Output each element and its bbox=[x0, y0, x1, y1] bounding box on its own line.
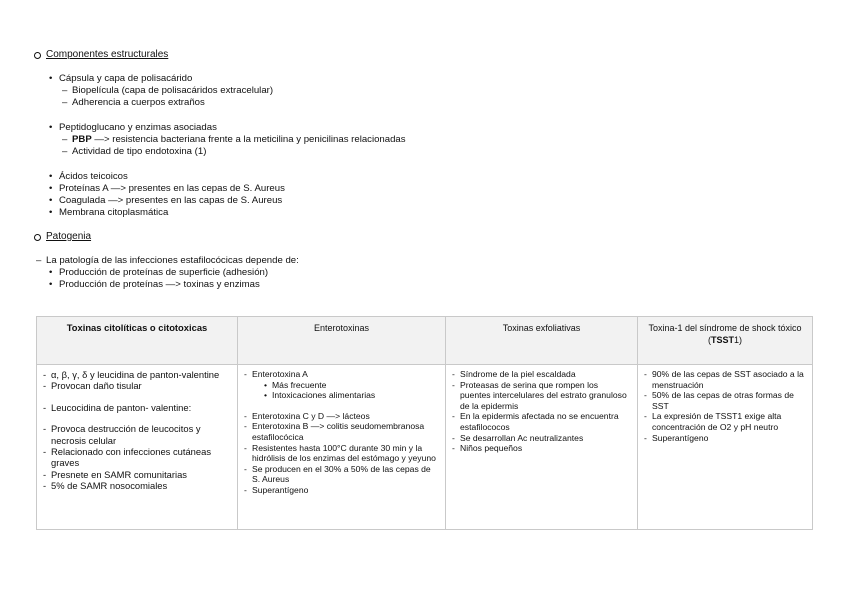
cell-list bbox=[452, 369, 631, 454]
circle-bullet-icon bbox=[34, 234, 41, 241]
list-item: - 5% de SAMR nosocomiales bbox=[43, 480, 231, 491]
table-cell-citoliticas bbox=[37, 365, 238, 530]
table-cell-enterotoxinas bbox=[238, 365, 446, 530]
list-item: • Ácidos teicoicos bbox=[59, 171, 128, 183]
list-item: - Enterotoxina C y D —> lácteos bbox=[244, 411, 439, 422]
bold-term: PBP bbox=[72, 134, 92, 145]
toxins-table bbox=[36, 316, 813, 530]
list-item: - 50% de las cepas de otras formas de SST bbox=[644, 390, 806, 411]
section-heading-componentes bbox=[34, 49, 168, 61]
list-item: - Provoca destrucción de leucocitos y necrosis celular bbox=[43, 423, 231, 446]
list-item: - α, β, γ, δ y leucidina de panton-valentine bbox=[43, 369, 231, 380]
cell-list bbox=[43, 369, 231, 492]
list-item: - Superantígeno bbox=[244, 485, 439, 496]
list-item: - Proteasas de serina que rompen los puentes intercelulares del estrato granuloso de la epidermis bbox=[452, 380, 631, 412]
list-item: - Resistentes hasta 100°C durante 30 min y la hidrólisis de los enzimas del estómago y yeyuno bbox=[244, 443, 439, 464]
column-header-tsst1 bbox=[638, 317, 813, 365]
header-text: Toxina-1 del síndrome de shock tóxico ( bbox=[648, 323, 802, 345]
list-item: - Superantígeno bbox=[644, 433, 806, 444]
table-header-row bbox=[37, 317, 813, 365]
list-item: • Peptidoglucano y enzimas asociadas bbox=[59, 122, 217, 134]
list-item: - 90% de las cepas de SST asociado a la menstruación bbox=[644, 369, 806, 390]
list-item: - Enterotoxina B —> colitis seudomembranosa estafilocócica bbox=[244, 421, 439, 442]
list-item: - La expresión de TSST1 exige alta concentración de O2 y pH neutro bbox=[644, 411, 806, 432]
column-header-enterotoxinas: Enterotoxinas bbox=[238, 317, 446, 365]
list-item: - Se producen en el 30% a 50% de las cepas de S. Aureus bbox=[244, 464, 439, 485]
list-item: - Se desarrollan Ac neutralizantes bbox=[452, 433, 631, 444]
list-item: - Presnete en SAMR comunitarias bbox=[43, 469, 231, 480]
cell-list bbox=[244, 369, 439, 496]
list-item: • Membrana citoplasmática bbox=[59, 207, 168, 219]
list-item: - Niños pequeños bbox=[452, 443, 631, 454]
cell-sublist bbox=[252, 380, 439, 401]
circle-bullet-icon bbox=[34, 52, 41, 59]
table-row bbox=[37, 365, 813, 530]
table-cell-tsst1 bbox=[638, 365, 813, 530]
list-subitem: – Biopelícula (capa de polisacáridos extracelular) bbox=[72, 85, 273, 97]
section-heading-patogenia bbox=[34, 231, 91, 243]
list-item: • Producción de proteínas —> toxinas y enzimas bbox=[59, 279, 260, 291]
column-header-citoliticas: Toxinas citolíticas o citotoxicas bbox=[37, 317, 238, 365]
list-subitem: • Más frecuente bbox=[264, 380, 439, 391]
header-tail: 1) bbox=[734, 335, 743, 345]
cell-list bbox=[644, 369, 806, 443]
list-item: - Relacionado con infecciones cutáneas graves bbox=[43, 446, 231, 469]
section-title: Patogenia bbox=[46, 231, 92, 242]
list-item: - Leucocidina de panton- valentine: bbox=[43, 402, 231, 413]
list-subitem: – Adherencia a cuerpos extraños bbox=[72, 97, 205, 109]
list-subitem: – La patología de las infecciones estafilocócicas depende de: bbox=[46, 255, 299, 267]
list-subitem: – Actividad de tipo endotoxina (1) bbox=[72, 146, 206, 158]
list-item: • Cápsula y capa de polisacárido bbox=[59, 73, 192, 85]
list-item: - Síndrome de la piel escaldada bbox=[452, 369, 631, 380]
list-item: • Proteínas A —> presentes en las cepas de S. Aureus bbox=[59, 183, 285, 195]
list-item: - En la epidermis afectada no se encuentra estafilococos bbox=[452, 411, 631, 432]
table-cell-exfoliativas bbox=[446, 365, 638, 530]
list-item-text: Enterotoxina A bbox=[252, 369, 308, 379]
list-subitem: • Intoxicaciones alimentarias bbox=[264, 390, 439, 401]
list-subitem bbox=[72, 134, 406, 146]
column-header-exfoliativas: Toxinas exfoliativas bbox=[446, 317, 638, 365]
list-subitem-text: —> resistencia bacteriana frente a la meticilina y penicilinas relacionadas bbox=[91, 134, 406, 145]
section-title: Componentes estructurales bbox=[46, 49, 169, 60]
header-bold: TSST bbox=[710, 335, 734, 345]
list-item: • Coagulada —> presentes en las capas de S. Aureus bbox=[59, 195, 282, 207]
list-item: • Producción de proteínas de superficie (adhesión) bbox=[59, 267, 268, 279]
list-item bbox=[244, 369, 439, 401]
list-item: - Provocan daño tisular bbox=[43, 380, 231, 391]
